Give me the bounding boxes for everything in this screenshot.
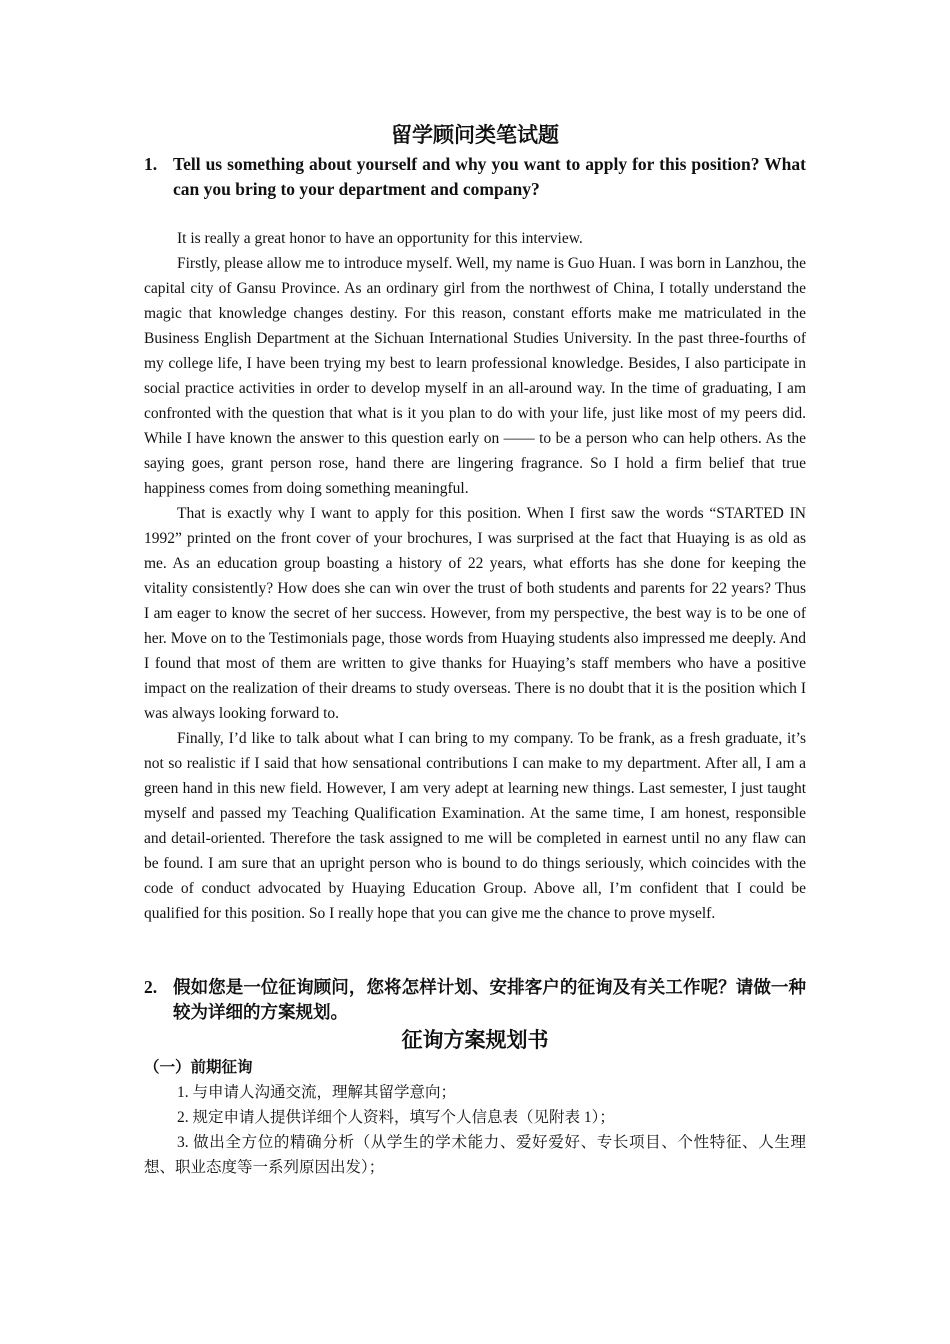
list-item: 1. 与申请人沟通交流，理解其留学意向； <box>177 1084 457 1101</box>
question-1 <box>144 152 806 202</box>
list-item: 2. 规定申请人提供详细个人资料，填写个人信息表（见附表 1）； <box>177 1109 615 1126</box>
question-2-text: 假如您是一位征询顾问，您将怎样计划、安排客户的征询及有关工作呢？请做一种较为详细的方案规划。 <box>173 977 806 1022</box>
question-1-number: 1. <box>144 154 158 174</box>
question-2 <box>144 975 806 1025</box>
document-title: 留学顾问类笔试题 <box>391 123 559 147</box>
question-1-text: Tell us something about yourself and why you want to apply for this position? What can you bring to your department and company? <box>173 154 806 199</box>
document-page <box>144 118 806 1180</box>
list-item: 3. 做出全方位的精确分析（从学生的学术能力、爱好爱好、专长项目、个性特征、人生理想、职业态度等一系列原因出发）； <box>144 1134 806 1176</box>
answer-1-paragraph: It is really a great honor to have an opportunity for this interview. <box>177 230 583 247</box>
answer-1-paragraph: Firstly, please allow me to introduce myself. Well, my name is Guo Huan. I was born in Lanzhou, the capital city of Gansu Province. As an ordinary girl from the northwest of China, I totally understand the magic that knowledge changes destiny. For this reason, constant efforts make me matriculated in the Business English Department at the Sichuan International Studies University. In the past three-fourths of my college life, I have been trying my best to learn professional knowledge. Besides, I also participate in social practice activities in order to develop myself in an all-around way. In the time of graduating, I am confronted with the question that what is it you plan to do with your life, just like most of my peers did. While I have known the answer to this question early on —— to be a person who can help others. As the saying goes, grant person rose, hand there are lingering fragrance. So I hold a firm belief that true happiness comes from doing something meaningful. <box>144 255 806 497</box>
question-2-number: 2. <box>144 977 158 997</box>
answer-1 <box>144 226 806 926</box>
answer-1-paragraph: That is exactly why I want to apply for this position. When I first saw the words “STARTED IN 1992” printed on the front cover of your brochures, I was surprised at the fact that Huaying is as old as me. As an education group boasting a history of 22 years, what efforts has she done for keeping the vitality consistently? How does she can win over the trust of both students and parents for 22 years? Thus I am eager to know the secret of her success. However, from my perspective, the best way is to be one of her. Move on to the Testimonials page, those words from Huaying students also impressed me deeply. And I found that most of them are written to give thanks for Huaying’s staff members who have a positive impact on the realization of their dreams to study overseas. There is no doubt that it is the position which I was always looking forward to. <box>144 505 806 722</box>
answer-1-paragraph: Finally, I’d like to talk about what I can bring to my company. To be frank, as a fresh graduate, it’s not so realistic if I said that how sensational contributions I can make to my department. After all, I am a green hand in this new field. However, I am very adept at learning new things. Last semester, I just taught myself and passed my Teaching Qualification Examination. At the same time, I am honest, responsible and detail-oriented. Therefore the task assigned to me will be completed in earnest until no any flaw can be found. I am sure that an upright person who is bound to do things seriously, which coincides with the code of conduct advocated by Huaying Education Group. Above all, I’m confident that I could be qualified for this position. So I really hope that you can give me the chance to prove myself. <box>144 730 806 922</box>
plan-title: 征询方案规划书 <box>401 1028 549 1052</box>
section-heading-preliminary-consultation: （一）前期征询 <box>144 1059 253 1076</box>
